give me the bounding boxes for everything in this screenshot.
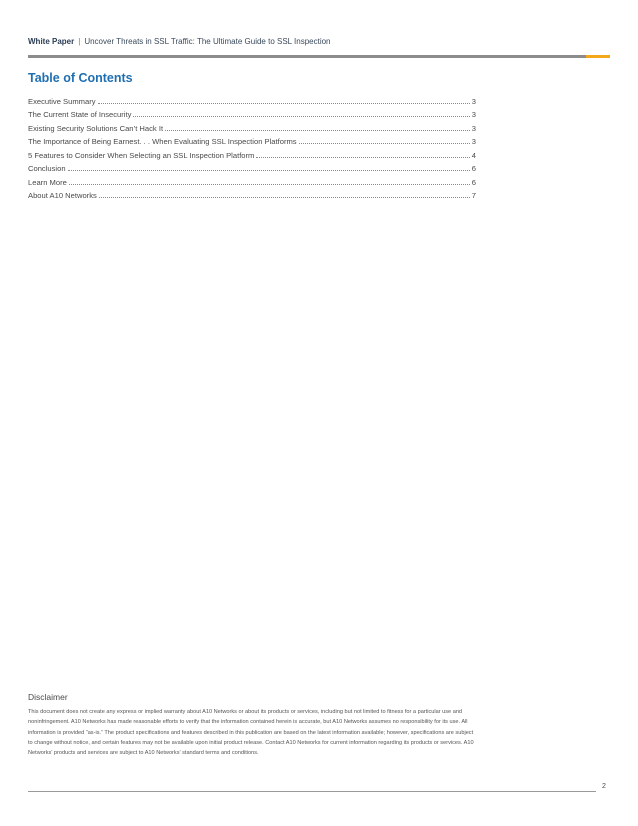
toc-entry-title: About A10 Networks xyxy=(28,191,97,200)
toc-entry-page: 6 xyxy=(471,177,476,187)
toc-entry-title: Conclusion xyxy=(28,164,66,173)
toc-entry[interactable] xyxy=(28,173,476,187)
toc-leader-dots xyxy=(69,184,470,185)
toc-leader-dots xyxy=(68,170,470,171)
toc-entry-title: Executive Summary xyxy=(28,96,96,106)
toc-leader-dots xyxy=(99,197,470,198)
toc-entry-title: The Current State of Insecurity xyxy=(28,110,132,119)
disclaimer-text: This document does not create any express or implied warranty about A10 Networks or about its products or services, including but not limited to fitness for a particular use and noninfringement. A10 Networks has made reasonable efforts to verify that the information contained herein is accurate, but A10 Networks assumes no responsibility for its use. All information is provided “as-is.” The product specifications and features described in this publication are based on the latest information available; however, specifications are subject to change without notice, and certain features may not be available upon initial product release. Contact A10 Networks for current information regarding its products or services. A10 Networks’ products and services are subject to A10 Networks’ standard terms and conditions. xyxy=(28,709,474,757)
toc-entry-page: 3 xyxy=(471,137,476,146)
document-title: Uncover Threats in SSL Traffic: The Ultimate Guide to SSL Inspection xyxy=(84,37,331,46)
toc-leader-dots xyxy=(98,103,470,104)
toc-entry[interactable] xyxy=(28,160,476,174)
toc-leader-dots xyxy=(133,116,469,117)
footer-rule xyxy=(28,791,596,792)
toc-entry-page: 3 xyxy=(471,123,476,133)
toc-entry-title: 5 Features to Consider When Selecting an SSL Inspection Platform xyxy=(28,150,255,160)
toc-entry[interactable] xyxy=(28,133,476,147)
toc-entry-title: Existing Security Solutions Can’t Hack It xyxy=(28,123,164,133)
toc-entry-page: 3 xyxy=(471,110,476,119)
toc-entry[interactable] xyxy=(28,146,476,160)
toc-entry-page: 7 xyxy=(471,191,476,200)
toc-entry-page: 6 xyxy=(471,164,476,173)
toc-heading: Table of Contents xyxy=(28,71,133,85)
toc-entry-page: 3 xyxy=(471,96,476,106)
toc-entry[interactable] xyxy=(28,187,476,201)
document-type: White Paper xyxy=(28,37,75,46)
toc-leader-dots xyxy=(165,130,470,131)
toc-leader-dots xyxy=(256,157,469,158)
toc-entry[interactable] xyxy=(28,119,476,133)
toc-entry-title: Learn More xyxy=(28,177,67,187)
page-number: 2 xyxy=(602,783,606,790)
running-header xyxy=(28,37,331,46)
table-of-contents xyxy=(28,92,476,200)
header-rule-orange xyxy=(586,55,610,58)
toc-leader-dots xyxy=(299,143,470,144)
header-separator: | xyxy=(78,37,81,46)
toc-entry[interactable] xyxy=(28,92,476,106)
disclaimer-heading: Disclaimer xyxy=(28,692,68,702)
toc-entry[interactable] xyxy=(28,106,476,120)
toc-entry-title: The Importance of Being Earnest. . . When Evaluating SSL Inspection Platforms xyxy=(28,137,297,146)
toc-entry-page: 4 xyxy=(471,150,476,160)
header-rule-gray xyxy=(28,55,586,58)
